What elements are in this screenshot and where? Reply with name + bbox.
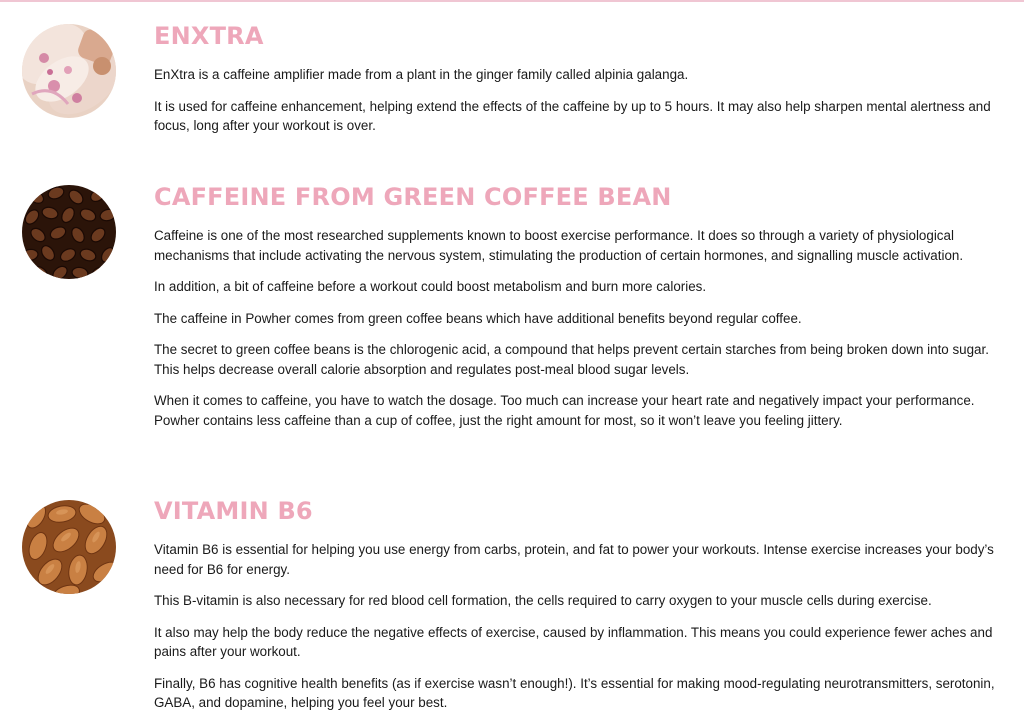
alpinia-galanga-capsule-icon xyxy=(22,24,116,118)
section-title: ENXTRA xyxy=(154,22,264,50)
section-paragraph: Caffeine is one of the most researched supplements known to boost exercise performance. It does so through a variety of physiological mechanisms that include activating the nervous system, stimulating the production of certain hormones, and signalling muscle activation. xyxy=(154,228,964,263)
section-paragraph: Finally, B6 has cognitive health benefits (as if exercise wasn’t enough!). It’s essential for making mood-regulating neurotransmitters, serotonin, GABA, and dopamine, helping you feel your best. xyxy=(154,675,995,710)
section-paragraph: It is used for caffeine enhancement, helping extend the effects of the caffeine by up to 5 hours. It may also help sharpen mental alertness and focus, long after your workout is over. xyxy=(154,98,991,133)
coffee-beans-icon xyxy=(22,185,116,279)
section-paragraph: EnXtra is a caffeine amplifier made from a plant in the ginger family called alpinia galanga. xyxy=(154,67,689,82)
section-paragraph: The secret to green coffee beans is the chlorogenic acid, a compound that helps prevent certain starches from being broken down into sugar. This helps decrease overall calorie absorption and regulates post-meal blood sugar levels. xyxy=(154,342,989,377)
section-title: CAFFEINE FROM GREEN COFFEE BEAN xyxy=(154,183,672,211)
section-paragraph: When it comes to caffeine, you have to watch the dosage. Too much can increase your heart rate and negatively impact your performance. Powher contains less caffeine than a cup of coffee, just the right amount for most, so it won’t leave you feeling jittery. xyxy=(154,393,975,428)
section-paragraph: This B-vitamin is also necessary for red blood cell formation, the cells required to carry oxygen to your muscle cells during exercise. xyxy=(154,593,932,608)
section-paragraph: Vitamin B6 is essential for helping you use energy from carbs, protein, and fat to power your workouts. Intense exercise increases your body’s need for B6 for energy. xyxy=(154,542,994,577)
section-paragraph: It also may help the body reduce the negative effects of exercise, caused by inflammation. This means you could experience fewer aches and pains after your workout. xyxy=(154,624,993,659)
section-title: VITAMIN B6 xyxy=(154,497,313,525)
section-paragraph: The caffeine in Powher comes from green coffee beans which have additional benefits beyond regular coffee. xyxy=(154,310,802,326)
top-divider xyxy=(0,0,1024,2)
section-paragraph: In addition, a bit of caffeine before a workout could boost metabolism and burn more calories. xyxy=(154,279,707,294)
almonds-icon xyxy=(22,500,116,594)
